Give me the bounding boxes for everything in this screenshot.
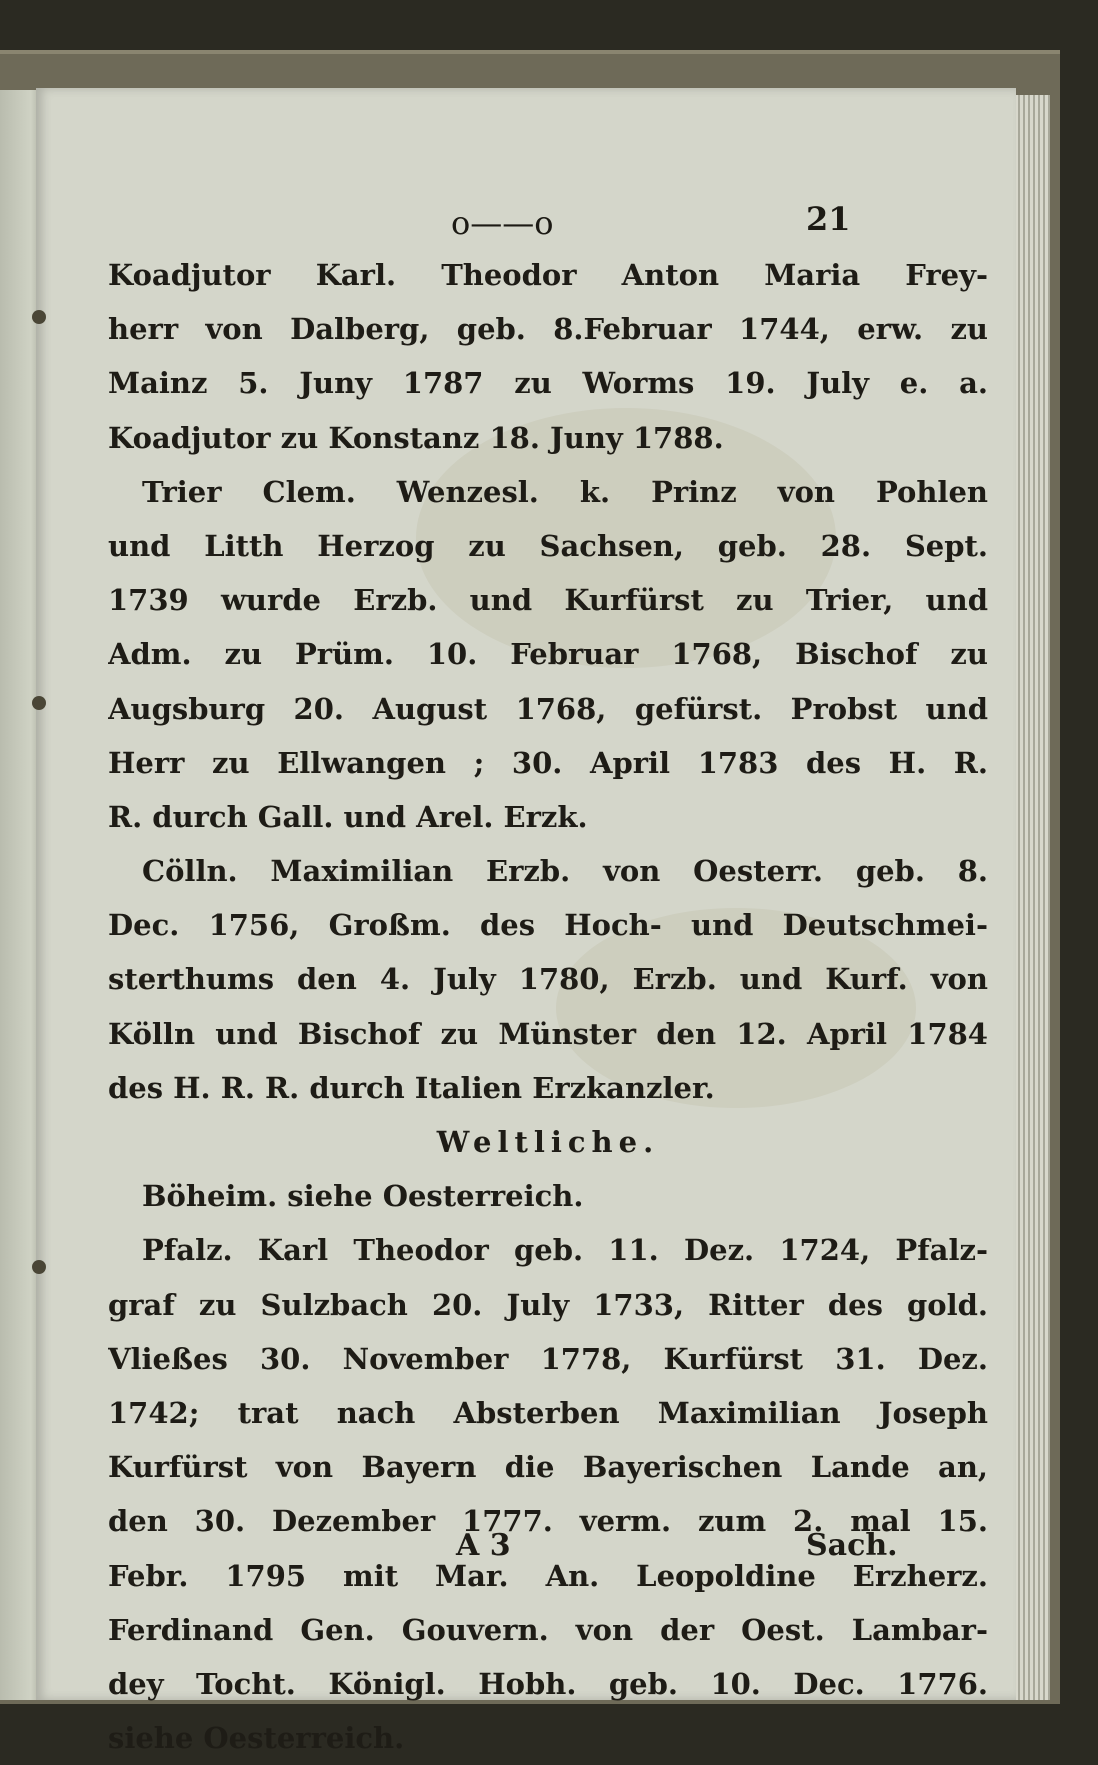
text-line: Koadjutor Karl. Theodor Anton Maria Frey- — [108, 258, 988, 292]
text-line: Augsburg 20. August 1768, gefürst. Probst und — [108, 691, 988, 726]
text-line: und Litth Herzog zu Sachsen, geb. 28. Sept. — [108, 528, 988, 563]
text-line: dey Tocht. Königl. Hobh. geb. 10. Dec. 1776. — [108, 1666, 988, 1701]
text-line: Vließes 30. November 1778, Kurfürst 31. Dez. — [108, 1341, 988, 1376]
text-line: Trier Clem. Wenzesl. k. Prinz von Pohlen — [142, 474, 988, 509]
text-line: 1742; trat nach Absterben Maximilian Joseph — [108, 1395, 988, 1430]
text-line: Kurfürst von Bayern die Bayerischen Lande an, — [108, 1450, 988, 1485]
text-line: Cölln. Maximilian Erzb. von Oesterr. geb. 8. — [142, 854, 988, 889]
page-block-edges — [1010, 95, 1050, 1700]
text-line: graf zu Sulzbach 20. July 1733, Ritter des gold. — [108, 1287, 988, 1322]
text-line: Koadjutor zu Konstanz 18. Juny 1788. — [108, 420, 724, 455]
catchword: Sach. — [806, 1528, 898, 1563]
text-line: des H. R. R. durch Italien Erzkanzler. — [108, 1070, 715, 1105]
book-page — [36, 88, 1016, 1756]
header-ornament: o——o — [451, 204, 554, 242]
text-line: Kölln und Bischof zu Münster den 12. April 1784 — [108, 1016, 988, 1051]
text-line: Febr. 1795 mit Mar. An. Leopoldine Erzherz. — [108, 1558, 988, 1593]
sewing-hole — [32, 696, 46, 710]
signature-mark: A 3 — [456, 1528, 511, 1563]
section-heading: Weltliche. — [436, 1125, 660, 1159]
text-line: R. durch Gall. und Arel. Erzk. — [108, 799, 588, 834]
text-line: siehe Oesterreich. — [108, 1721, 405, 1756]
text-line: Dec. 1756, Großm. des Hoch- und Deutschmei- — [108, 908, 988, 943]
text-line: den 30. Dezember 1777. verm. zum 2. mal 15. — [108, 1504, 988, 1539]
page-footer — [36, 1528, 1016, 1578]
text-line: Böheim. siehe Oesterreich. — [142, 1179, 584, 1214]
page-header — [36, 200, 1016, 240]
text-line: Ferdinand Gen. Gouvern. von der Oest. Lambar- — [108, 1612, 988, 1647]
page-number: 21 — [806, 200, 851, 238]
sewing-hole — [32, 310, 46, 324]
sewing-hole — [32, 1260, 46, 1274]
text-line: Mainz 5. Juny 1787 zu Worms 19. July e. a. — [108, 366, 988, 401]
text-line: herr von Dalberg, geb. 8.Februar 1744, erw. zu — [108, 312, 988, 347]
text-line: sterthums den 4. July 1780, Erzb. und Kurf. von — [108, 962, 988, 997]
text-line: Pfalz. Karl Theodor geb. 11. Dez. 1724, Pfalz- — [142, 1233, 988, 1268]
text-line: 1739 wurde Erzb. und Kurfürst zu Trier, und — [108, 583, 988, 618]
text-line: Adm. zu Prüm. 10. Februar 1768, Bischof zu — [108, 637, 988, 672]
text-line: Herr zu Ellwangen ; 30. April 1783 des H. R. — [108, 745, 988, 780]
